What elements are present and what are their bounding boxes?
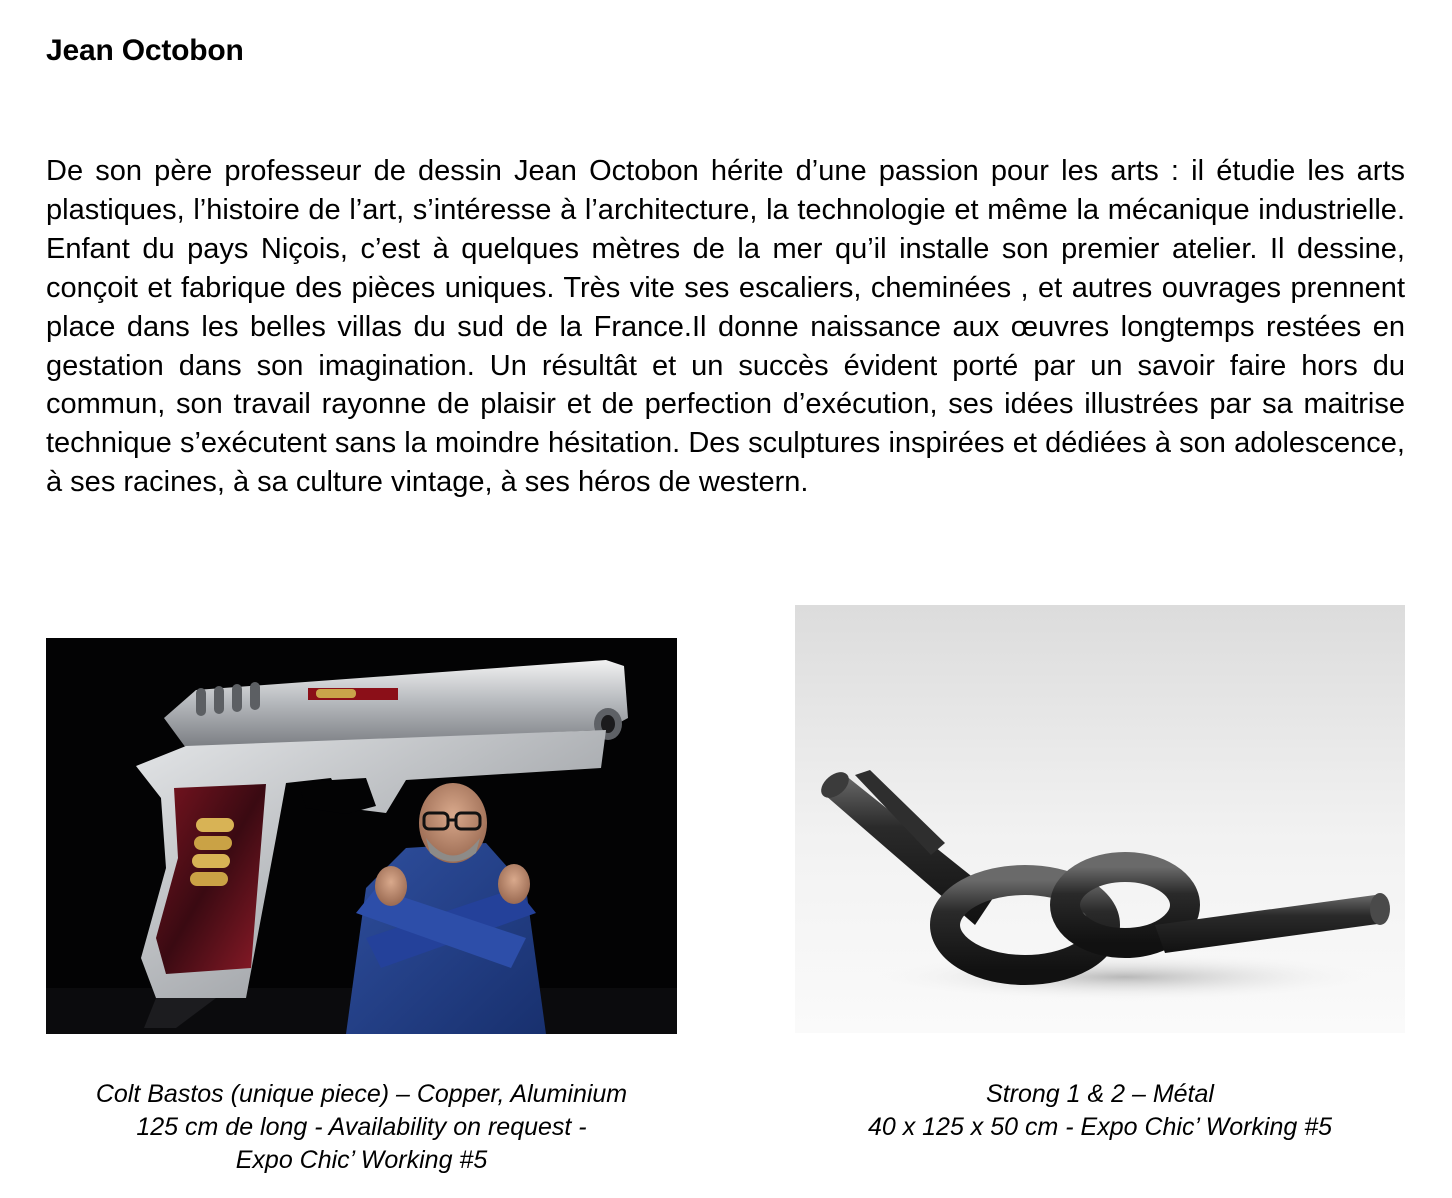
caption-line: Colt Bastos (unique piece) – Copper, Aluminium [95, 1080, 628, 1108]
caption-line: Expo Chic’ Working #5 [235, 1146, 488, 1174]
page-title: Jean Octobon [46, 34, 244, 67]
artwork-photo-colt-bastos [46, 638, 677, 1034]
caption-line: Strong 1 & 2 – Métal [986, 1080, 1214, 1108]
caption-line: 125 cm de long - Availability on request - [136, 1113, 587, 1141]
artwork-caption-colt-bastos [46, 1078, 677, 1177]
artist-biography: De son père professeur de dessin Jean Octobon hérite d’une passion pour les arts : il étudie les arts plastiques, l’histoire de l’art, s’intéresse à l’architecture, la technologie et même la mécanique industrielle. Enfant du pays Niçois, c’est à quelques mètres de la mer qu’il installe son premier atelier. Il dessine, conçoit et fabrique des pièces uniques. Très vite ses escaliers, cheminées , et autres ouvrages prennent place dans les belles villas du sud de la France.Il donne naissance aux œuvres longtemps restées en gestation dans son imagination. Un résultât et un succès évident porté par un savoir faire hors du commun, son travail rayonne de plaisir et de perfection d’exécution, ses idées illustrées par sa maitrise technique s’exécutent sans la moindre hésitation. Des sculptures inspirées et dédiées à son adolescence, à ses racines, à sa culture vintage, à ses héros de western. [46, 155, 1405, 499]
artwork-photo-strong [795, 605, 1405, 1033]
artwork-caption-strong [795, 1078, 1405, 1144]
caption-line: 40 x 125 x 50 cm - Expo Chic’ Working #5 [867, 1113, 1333, 1141]
